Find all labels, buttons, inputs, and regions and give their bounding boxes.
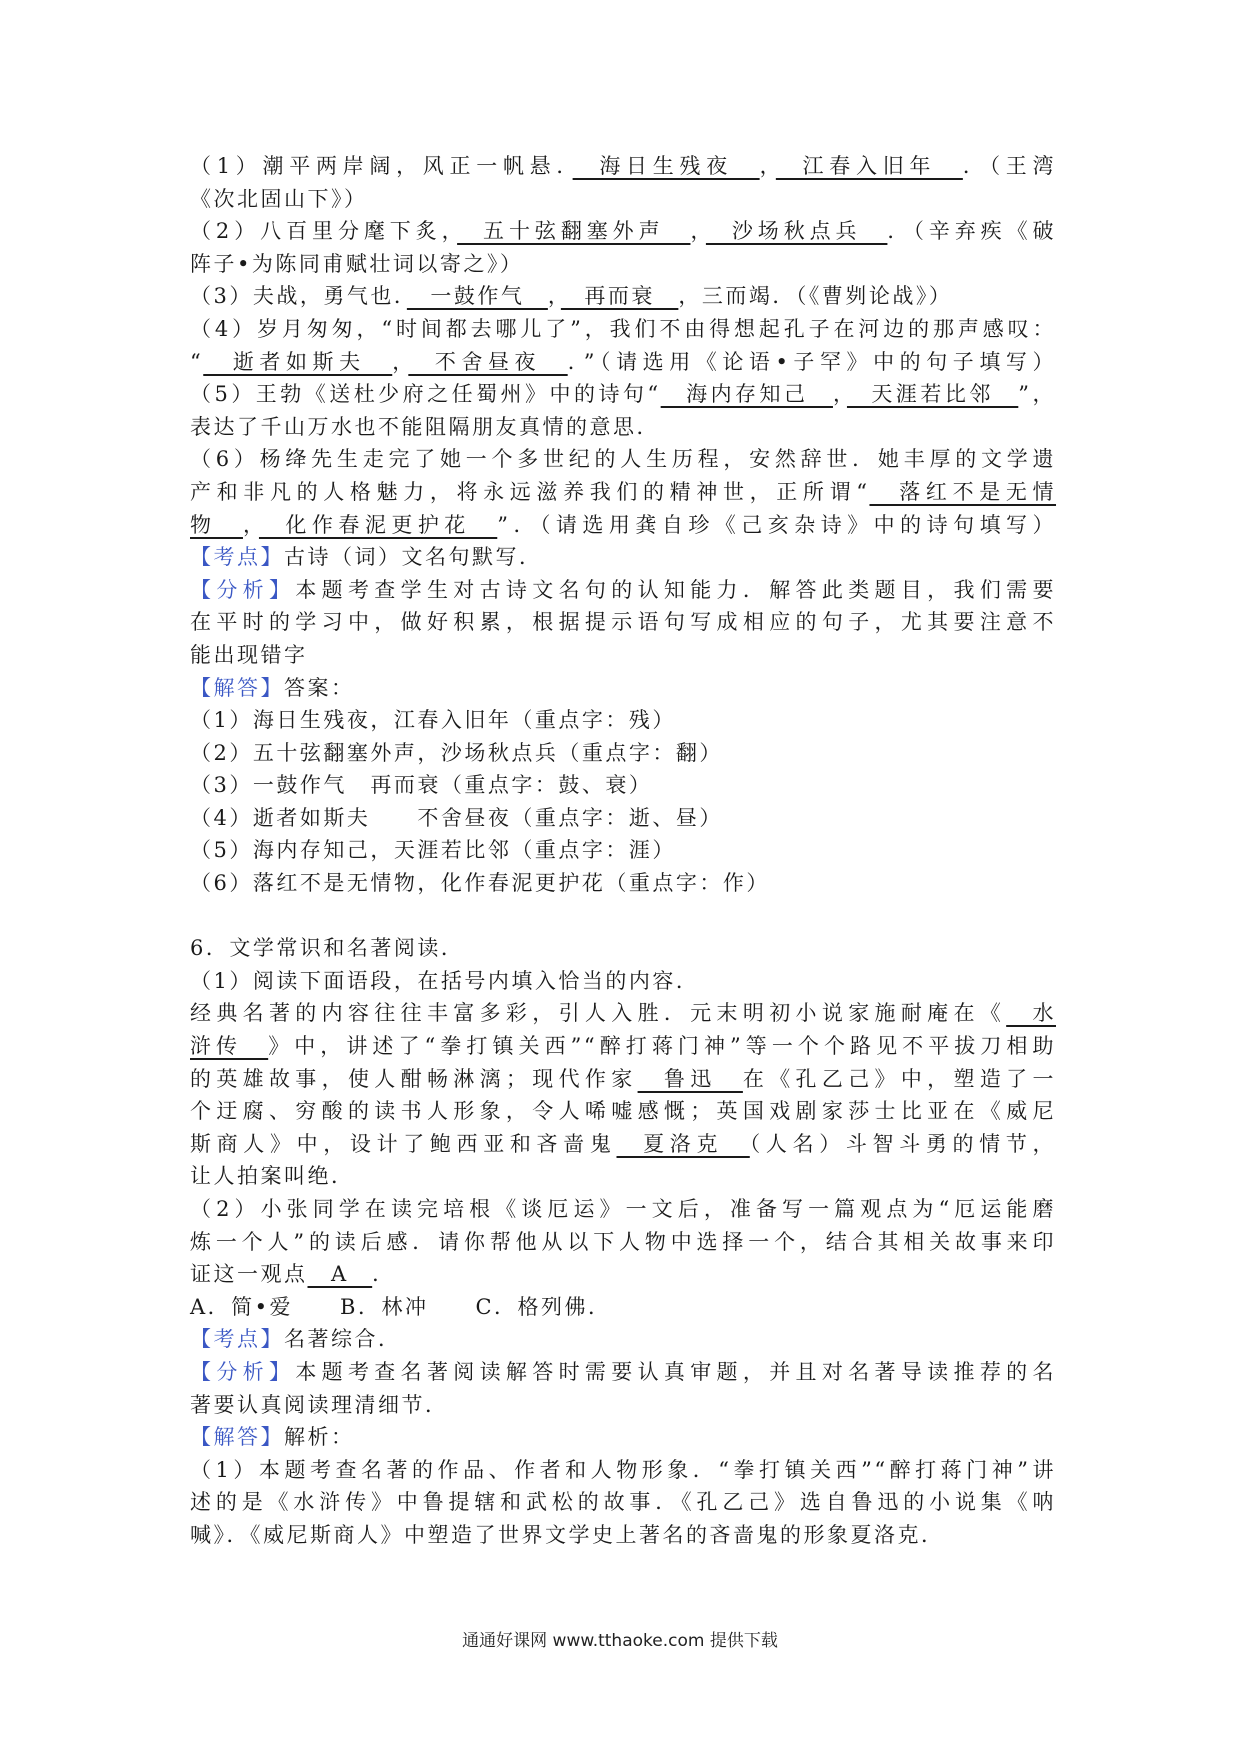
text-line bbox=[190, 411, 1056, 444]
text-segment: 产和非凡的人格魅力，将永远滋养我们的精神世，正所谓“ bbox=[190, 479, 870, 504]
text-line bbox=[190, 1095, 1056, 1128]
text-segment: 能出现错字 bbox=[190, 642, 308, 667]
text-line bbox=[190, 802, 1056, 835]
answer-blank: 海日生残夜 bbox=[572, 154, 760, 178]
text-segment: ．（王湾 bbox=[962, 154, 1057, 178]
answer-blank: 沙场秋点兵 bbox=[705, 219, 888, 244]
answer-blank: 物 bbox=[190, 512, 243, 537]
text-line bbox=[190, 378, 1056, 411]
section-tag: 【考点】 bbox=[190, 545, 284, 570]
text-segment: （3）夫战，勇气也． bbox=[190, 284, 407, 309]
text-segment: 在《孔乙己》中，塑造了一 bbox=[742, 1066, 1056, 1091]
text-segment: ， bbox=[392, 349, 409, 374]
text-line bbox=[190, 1421, 1056, 1454]
paragraph-gap bbox=[190, 900, 1056, 933]
text-segment: （1）本题考查名著的作品、作者和人物形象．“拳打镇关西”“醉打蒋门神”讲 bbox=[190, 1457, 1056, 1482]
text-segment: （2）八百里分麾下炙， bbox=[190, 219, 458, 244]
answer-blank: 逝者如斯夫 bbox=[203, 349, 393, 374]
text-line bbox=[190, 541, 1056, 574]
text-line bbox=[190, 965, 1056, 998]
text-line bbox=[190, 1063, 1056, 1096]
answer-blank: 水 bbox=[1006, 1001, 1056, 1026]
text-segment: 斯商人》中，设计了鲍西亚和吝啬鬼 bbox=[190, 1131, 617, 1156]
text-segment: ．”（请选用《论语•子罕》中的句子填写） bbox=[567, 349, 1056, 374]
text-line bbox=[190, 1258, 1056, 1291]
text-segment: （1）阅读下面语段，在括号内填入恰当的内容． bbox=[190, 968, 700, 993]
text-segment: 》中，讲述了“拳打镇关西”“醉打蒋门神”等一个个路见不平拔刀相助 bbox=[268, 1034, 1056, 1059]
text-segment: 证这一观点 bbox=[190, 1262, 308, 1287]
text-line bbox=[190, 672, 1056, 705]
text-segment: （4）岁月匆匆，“时间都去哪儿了”，我们不由得想起孔子在河边的那声感叹： bbox=[190, 316, 1056, 341]
answer-blank: 天涯若比邻 bbox=[846, 382, 1019, 407]
text-segment: 本题考查学生对古诗文名句的认知能力．解答此类题目，我们需要 bbox=[295, 577, 1056, 602]
answer-blank: 海内存知己 bbox=[660, 382, 833, 407]
text-segment: ， bbox=[547, 284, 561, 309]
text-line bbox=[190, 834, 1056, 867]
text-segment: 让人拍案叫绝． bbox=[190, 1164, 355, 1189]
text-segment: 个迂腐、穷酸的读书人形象，令人唏嘘感慨；英国戏剧家莎士比亚在《威尼 bbox=[190, 1099, 1056, 1124]
text-line bbox=[190, 280, 1056, 313]
text-segment: （2）小张同学在读完培根《谈厄运》一文后，准备写一篇观点为“厄运能磨 bbox=[190, 1197, 1056, 1221]
text-line bbox=[190, 704, 1056, 737]
text-line bbox=[190, 769, 1056, 802]
text-line bbox=[190, 443, 1056, 476]
page-footer: 通通好课网 www.tthaoke.com 提供下载 bbox=[462, 1631, 778, 1651]
text-line bbox=[190, 215, 1056, 248]
text-segment: ， bbox=[690, 219, 706, 244]
text-line bbox=[190, 1160, 1056, 1193]
text-line bbox=[190, 150, 1056, 183]
text-segment: 《次北固山下》） bbox=[190, 186, 368, 211]
text-line bbox=[190, 606, 1056, 639]
text-line bbox=[190, 574, 1056, 607]
text-segment: 经典名著的内容往往丰富多彩，引人入胜．元末明初小说家施耐庵在《 bbox=[190, 1001, 1007, 1026]
text-segment: ． bbox=[372, 1262, 396, 1287]
text-line bbox=[190, 1030, 1056, 1063]
text-segment: ，三而竭．（《曹刿论战》） bbox=[678, 284, 953, 309]
text-segment: ”， bbox=[1018, 382, 1057, 407]
text-line bbox=[190, 737, 1056, 770]
text-segment: 本题考查名著阅读解答时需要认真审题，并且对名著导读推荐的名 bbox=[295, 1359, 1056, 1384]
section-tag: 【解答】 bbox=[190, 675, 284, 700]
text-segment: A．简•爱 B．林冲 C．格列佛． bbox=[190, 1294, 612, 1319]
section-tag: 【分析】 bbox=[190, 577, 296, 602]
text-line bbox=[190, 248, 1056, 281]
text-segment: （人名）斗智斗勇的情节， bbox=[749, 1131, 1056, 1156]
answer-blank: 不舍昼夜 bbox=[408, 349, 568, 374]
text-segment: ， bbox=[759, 154, 776, 178]
text-segment: 著要认真阅读理清细节． bbox=[190, 1392, 449, 1417]
text-line bbox=[190, 1128, 1056, 1161]
text-line bbox=[190, 997, 1056, 1030]
answer-blank: A bbox=[307, 1262, 373, 1287]
text-segment: 表达了千山万水也不能阻隔朋友真情的意思． bbox=[190, 414, 660, 439]
text-line bbox=[190, 313, 1056, 346]
text-segment: 6．文学常识和名著阅读． bbox=[190, 936, 465, 961]
text-line bbox=[190, 183, 1056, 216]
text-line bbox=[190, 476, 1056, 509]
text-segment: 的英雄故事，使人酣畅淋漓；现代作家 bbox=[190, 1066, 638, 1091]
text-segment: （5）海内存知己，天涯若比邻（重点字：涯） bbox=[190, 838, 676, 863]
text-segment: （3）一鼓作气 再而衰（重点字：鼓、衰） bbox=[190, 773, 653, 798]
answer-blank: 五十弦翻塞外声 bbox=[457, 219, 691, 244]
text-line bbox=[190, 1389, 1056, 1422]
text-segment: （6）杨绛先生走完了她一个多世纪的人生历程，安然辞世．她丰厚的文学遗 bbox=[190, 447, 1056, 472]
text-segment: 名著综合． bbox=[284, 1327, 402, 1352]
document-body bbox=[190, 150, 1056, 1552]
text-segment: 阵子•为陈同甫赋壮词以寄之》） bbox=[190, 251, 524, 276]
section-tag: 【分析】 bbox=[190, 1359, 296, 1384]
answer-blank: 夏洛克 bbox=[616, 1131, 750, 1156]
text-segment: （6）落红不是无情物，化作春泥更护花（重点字：作） bbox=[190, 871, 770, 896]
text-segment: （5）王勃《送杜少府之任蜀州》中的诗句“ bbox=[190, 382, 661, 407]
text-line bbox=[190, 1226, 1056, 1259]
text-segment: 解析： bbox=[284, 1425, 355, 1450]
text-segment: 喊》．《威尼斯商人》中塑造了世界文学史上著名的吝啬鬼的形象夏洛克． bbox=[190, 1522, 945, 1547]
text-segment: 在平时的学习中，做好积累，根据提示语句写成相应的句子，尤其要注意不 bbox=[190, 610, 1056, 635]
text-segment: 答案： bbox=[284, 675, 355, 700]
text-segment: ．（辛弃疾《破 bbox=[887, 219, 1057, 244]
answer-blank: 鲁迅 bbox=[637, 1066, 743, 1091]
text-line bbox=[190, 1454, 1056, 1487]
text-segment: （1）海日生残夜，江春入旧年（重点字：残） bbox=[190, 708, 676, 733]
text-line bbox=[190, 1193, 1056, 1226]
answer-blank: 化作春泥更护花 bbox=[258, 512, 498, 537]
text-segment: “ bbox=[190, 349, 204, 374]
text-segment: （4）逝者如斯夫 不舍昼夜（重点字：逝、昼） bbox=[190, 805, 723, 830]
text-segment: （2）五十弦翻塞外声，沙场秋点兵（重点字：翻） bbox=[190, 740, 723, 765]
answer-blank: 落红不是无情 bbox=[869, 479, 1057, 504]
text-line bbox=[190, 1356, 1056, 1389]
text-segment: 述的是《水浒传》中鲁提辖和武松的故事．《孔乙己》选自鲁迅的小说集《呐 bbox=[190, 1490, 1056, 1515]
text-line bbox=[190, 867, 1056, 900]
section-tag: 【考点】 bbox=[190, 1327, 284, 1352]
text-line bbox=[190, 932, 1056, 965]
text-line bbox=[190, 1323, 1056, 1356]
text-line bbox=[190, 346, 1056, 379]
text-line bbox=[190, 1291, 1056, 1324]
text-line bbox=[190, 639, 1056, 672]
text-segment: ”．（请选用龚自珍《己亥杂诗》中的诗句填写） bbox=[497, 512, 1057, 537]
text-segment: 炼一个人”的读后感．请你帮他从以下人物中选择一个，结合其相关故事来印 bbox=[190, 1229, 1056, 1254]
text-segment: （1）潮平两岸阔，风正一帆悬． bbox=[190, 154, 573, 178]
text-line bbox=[190, 1486, 1056, 1519]
answer-blank: 浒传 bbox=[190, 1034, 269, 1059]
text-line bbox=[190, 1519, 1056, 1552]
text-segment: ， bbox=[242, 512, 259, 537]
section-tag: 【解答】 bbox=[190, 1425, 284, 1450]
text-line bbox=[190, 509, 1056, 542]
text-segment: ， bbox=[832, 382, 847, 407]
answer-blank: 江春入旧年 bbox=[775, 154, 963, 178]
answer-blank: 再而衰 bbox=[560, 284, 679, 309]
answer-blank: 一鼓作气 bbox=[406, 284, 548, 309]
text-segment: 古诗（词）文名句默写． bbox=[284, 545, 543, 570]
